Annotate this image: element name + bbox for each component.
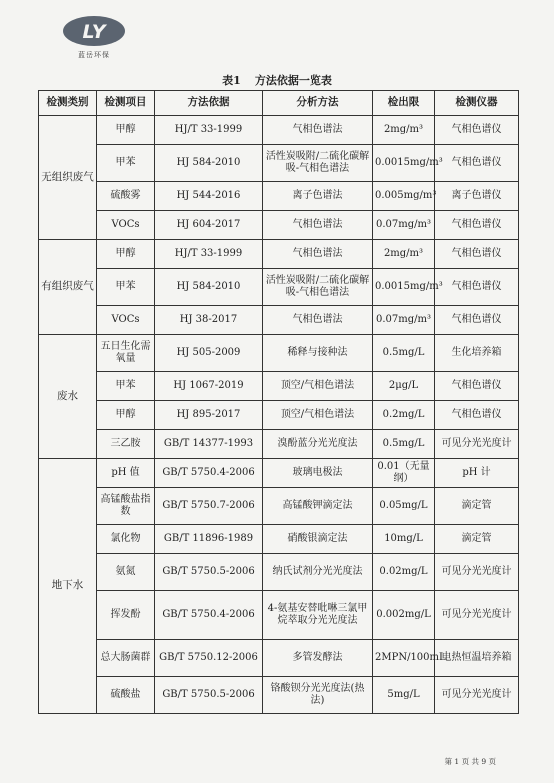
- instrument-cell: 电热恒温培养箱: [435, 640, 519, 677]
- analysis-cell: 玻璃电极法: [263, 459, 373, 488]
- item-cell: 高锰酸盐指数: [97, 488, 155, 525]
- header-item: 检测项目: [97, 91, 155, 116]
- item-cell: 氯化物: [97, 525, 155, 554]
- analysis-cell: 溴酚蓝分光光度法: [263, 430, 373, 459]
- table-row: [39, 306, 519, 335]
- table-row: [39, 591, 519, 640]
- instrument-cell: 滴定管: [435, 488, 519, 525]
- table-caption: [0, 72, 554, 88]
- table-header-row: [39, 91, 519, 116]
- limit-cell: 0.0015mg/m³: [373, 269, 435, 306]
- analysis-cell: 顶空/气相色谱法: [263, 401, 373, 430]
- method-cell: HJ/T 33-1999: [155, 240, 263, 269]
- analysis-cell: 顶空/气相色谱法: [263, 372, 373, 401]
- method-cell: HJ 584-2010: [155, 269, 263, 306]
- item-cell: 甲苯: [97, 269, 155, 306]
- method-cell: HJ 604-2017: [155, 211, 263, 240]
- method-cell: GB/T 5750.4-2006: [155, 591, 263, 640]
- analysis-cell: 离子色谱法: [263, 182, 373, 211]
- table-row: [39, 372, 519, 401]
- instrument-cell: 气相色谱仪: [435, 116, 519, 145]
- header-limit: 检出限: [373, 91, 435, 116]
- limit-cell: 5mg/L: [373, 677, 435, 714]
- limit-cell: 0.0015mg/m³: [373, 145, 435, 182]
- instrument-cell: 可见分光光度计: [435, 554, 519, 591]
- instrument-cell: 气相色谱仪: [435, 240, 519, 269]
- item-cell: 硫酸雾: [97, 182, 155, 211]
- limit-cell: 2MPN/100mL: [373, 640, 435, 677]
- analysis-cell: 气相色谱法: [263, 306, 373, 335]
- method-cell: GB/T 11896-1989: [155, 525, 263, 554]
- analysis-cell: 多管发酵法: [263, 640, 373, 677]
- table-caption-label: 表1: [222, 74, 241, 87]
- limit-cell: 0.2mg/L: [373, 401, 435, 430]
- logo-company-name: 蓝岳环保: [78, 51, 110, 59]
- limit-cell: 10mg/L: [373, 525, 435, 554]
- logo-mark-text: LY: [82, 21, 106, 43]
- instrument-cell: pH 计: [435, 459, 519, 488]
- item-cell: pH 值: [97, 459, 155, 488]
- item-cell: 总大肠菌群: [97, 640, 155, 677]
- limit-cell: 0.01（无量纲）: [373, 459, 435, 488]
- limit-cell: 0.5mg/L: [373, 430, 435, 459]
- instrument-cell: 气相色谱仪: [435, 372, 519, 401]
- analysis-cell: 纳氏试剂分光光度法: [263, 554, 373, 591]
- method-basis-table: [38, 90, 519, 714]
- table-row: [39, 525, 519, 554]
- analysis-cell: 稀释与接种法: [263, 335, 373, 372]
- limit-cell: 0.07mg/m³: [373, 211, 435, 240]
- analysis-cell: 活性炭吸附/二硫化碳解吸-气相色谱法: [263, 269, 373, 306]
- item-cell: VOCs: [97, 211, 155, 240]
- limit-cell: 0.5mg/L: [373, 335, 435, 372]
- limit-cell: 0.07mg/m³: [373, 306, 435, 335]
- table-row: [39, 182, 519, 211]
- page-number: 第 1 页 共 9 页: [444, 757, 496, 766]
- table-row: [39, 640, 519, 677]
- category-cell: 无组织废气: [39, 116, 97, 240]
- instrument-cell: 可见分光光度计: [435, 430, 519, 459]
- category-cell: 地下水: [39, 459, 97, 714]
- method-cell: GB/T 5750.12-2006: [155, 640, 263, 677]
- instrument-cell: 滴定管: [435, 525, 519, 554]
- item-cell: VOCs: [97, 306, 155, 335]
- method-cell: GB/T 14377-1993: [155, 430, 263, 459]
- table-row: [39, 677, 519, 714]
- header-method: 方法依据: [155, 91, 263, 116]
- item-cell: 甲醇: [97, 401, 155, 430]
- instrument-cell: 气相色谱仪: [435, 145, 519, 182]
- analysis-cell: 气相色谱法: [263, 240, 373, 269]
- item-cell: 三乙胺: [97, 430, 155, 459]
- limit-cell: 2mg/m³: [373, 240, 435, 269]
- table-row: [39, 116, 519, 145]
- header-analysis: 分析方法: [263, 91, 373, 116]
- method-cell: HJ 38-2017: [155, 306, 263, 335]
- instrument-cell: 气相色谱仪: [435, 306, 519, 335]
- analysis-cell: 活性炭吸附/二硫化碳解吸-气相色谱法: [263, 145, 373, 182]
- analysis-cell: 铬酸钡分光光度法(热法): [263, 677, 373, 714]
- category-cell: 废水: [39, 335, 97, 459]
- item-cell: 氨氮: [97, 554, 155, 591]
- instrument-cell: 气相色谱仪: [435, 211, 519, 240]
- item-cell: 挥发酚: [97, 591, 155, 640]
- method-cell: HJ/T 33-1999: [155, 116, 263, 145]
- analysis-cell: 4-氨基安替吡啉三氯甲烷萃取分光光度法: [263, 591, 373, 640]
- table-row: [39, 240, 519, 269]
- category-cell: 有组织废气: [39, 240, 97, 335]
- limit-cell: 2μg/L: [373, 372, 435, 401]
- instrument-cell: 可见分光光度计: [435, 591, 519, 640]
- table-row: [39, 430, 519, 459]
- method-cell: HJ 1067-2019: [155, 372, 263, 401]
- table-row: [39, 401, 519, 430]
- table-row: [39, 488, 519, 525]
- analysis-cell: 高锰酸钾滴定法: [263, 488, 373, 525]
- limit-cell: 2mg/m³: [373, 116, 435, 145]
- instrument-cell: 生化培养箱: [435, 335, 519, 372]
- header-category: 检测类别: [39, 91, 97, 116]
- method-cell: GB/T 5750.5-2006: [155, 554, 263, 591]
- table-row: [39, 459, 519, 488]
- method-cell: HJ 544-2016: [155, 182, 263, 211]
- instrument-cell: 可见分光光度计: [435, 677, 519, 714]
- item-cell: 甲醇: [97, 240, 155, 269]
- method-cell: GB/T 5750.4-2006: [155, 459, 263, 488]
- company-logo: [54, 14, 134, 64]
- logo-mark-icon: [60, 14, 128, 48]
- item-cell: 甲苯: [97, 372, 155, 401]
- table-row: [39, 145, 519, 182]
- analysis-cell: 气相色谱法: [263, 116, 373, 145]
- table-row: [39, 554, 519, 591]
- instrument-cell: 气相色谱仪: [435, 269, 519, 306]
- item-cell: 五日生化需氧量: [97, 335, 155, 372]
- header-instrument: 检测仪器: [435, 91, 519, 116]
- method-cell: HJ 895-2017: [155, 401, 263, 430]
- method-cell: HJ 584-2010: [155, 145, 263, 182]
- instrument-cell: 离子色谱仪: [435, 182, 519, 211]
- item-cell: 甲苯: [97, 145, 155, 182]
- instrument-cell: 气相色谱仪: [435, 401, 519, 430]
- method-cell: GB/T 5750.7-2006: [155, 488, 263, 525]
- table-row: [39, 211, 519, 240]
- table-caption-title: 方法依据一览表: [254, 74, 332, 87]
- limit-cell: 0.005mg/m³: [373, 182, 435, 211]
- method-cell: HJ 505-2009: [155, 335, 263, 372]
- limit-cell: 0.002mg/L: [373, 591, 435, 640]
- item-cell: 甲醇: [97, 116, 155, 145]
- limit-cell: 0.02mg/L: [373, 554, 435, 591]
- method-cell: GB/T 5750.5-2006: [155, 677, 263, 714]
- analysis-cell: 气相色谱法: [263, 211, 373, 240]
- item-cell: 硫酸盐: [97, 677, 155, 714]
- table-row: [39, 335, 519, 372]
- analysis-cell: 硝酸银滴定法: [263, 525, 373, 554]
- table-row: [39, 269, 519, 306]
- limit-cell: 0.05mg/L: [373, 488, 435, 525]
